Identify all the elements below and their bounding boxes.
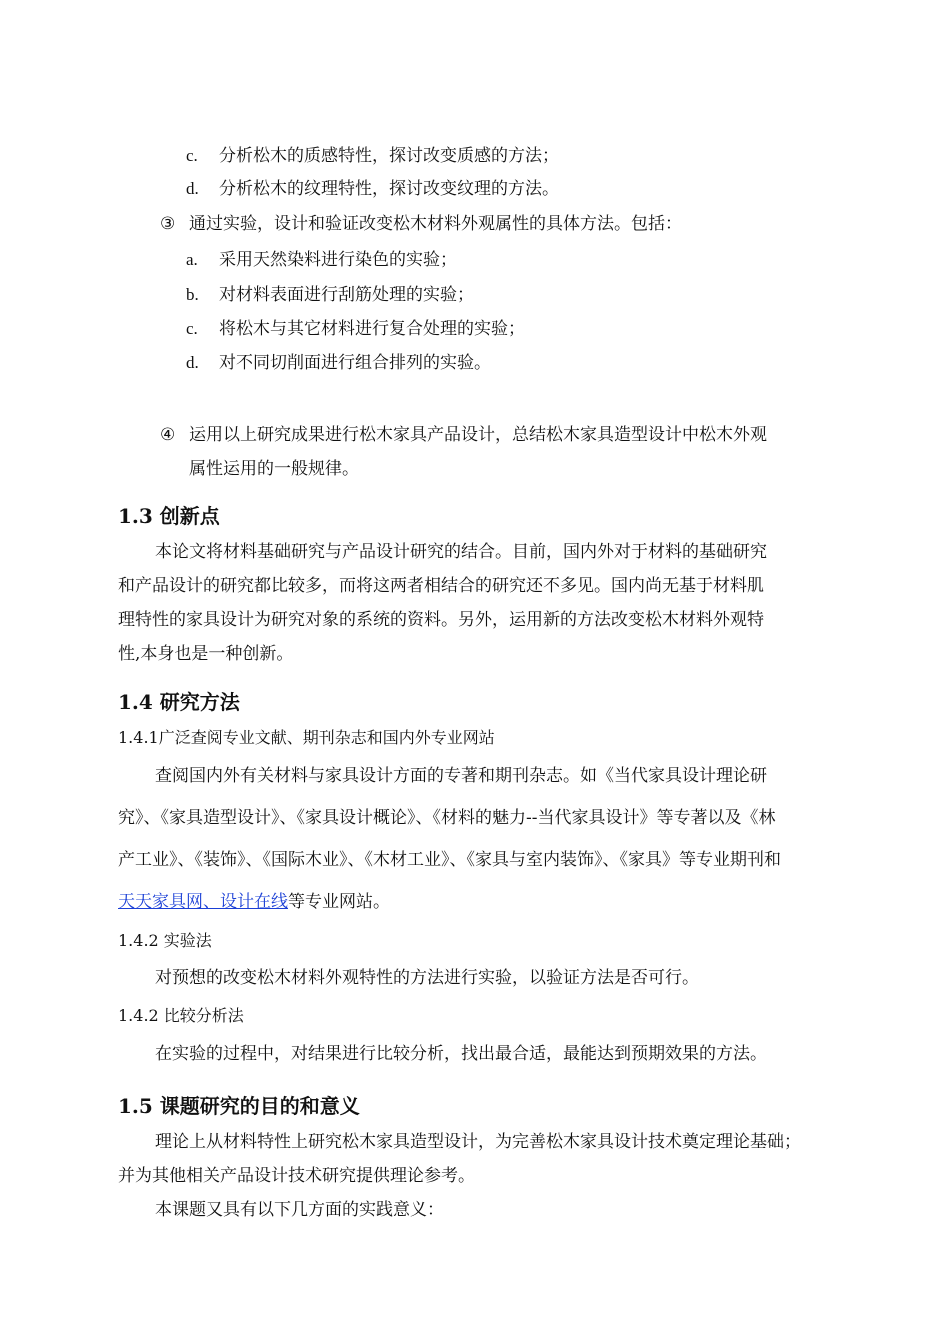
paragraph-line: 和产品设计的研究都比较多，而将这两者相结合的研究还不多见。国内尚无基于材料肌 xyxy=(118,576,764,596)
website-link[interactable]: 天天家具网、设计在线 xyxy=(118,892,288,912)
list-label: a. xyxy=(186,250,198,269)
paragraph-line: 产工业》、《装饰》、《国际木业》、《木材工业》、《家具与室内装饰》、《家具》等专业期刊和 xyxy=(118,850,781,870)
paragraph-line: 理特性的家具设计为研究对象的系统的资料。另外，运用新的方法改变松木材料外观特 xyxy=(118,610,764,630)
paragraph-line: 性,本身也是一种创新。 xyxy=(118,644,294,664)
paragraph-line: 查阅国内外有关材料与家具设计方面的专著和期刊杂志。如《当代家具设计理论研 xyxy=(155,766,767,786)
subsection-heading: 1.4.1广泛查阅专业文献、期刊杂志和国内外专业网站 xyxy=(118,728,495,747)
paragraph-line: 本论文将材料基础研究与产品设计研究的结合。目前，国内外对于材料的基础研究 xyxy=(155,542,767,562)
list-label: d. xyxy=(186,353,199,372)
section-heading: 1.3 创新点 xyxy=(118,504,220,528)
section-heading: 1.4 研究方法 xyxy=(118,690,240,714)
list-item: 运用以上研究成果进行松木家具产品设计，总结松木家具造型设计中松木外观 xyxy=(189,425,767,445)
list-item: 对材料表面进行刮筋处理的实验； xyxy=(219,285,474,305)
subsection-heading: 1.4.2 比较分析法 xyxy=(118,1006,244,1025)
subsection-heading: 1.4.2 实验法 xyxy=(118,931,212,950)
paragraph-tail: 等专业网站。 xyxy=(288,892,390,912)
list-label: ④ xyxy=(160,425,176,445)
paragraph-line xyxy=(118,890,390,914)
paragraph-line: 究》、《家具造型设计》、《家具设计概论》、《材料的魅力--当代家具设计》等专著以及《林 xyxy=(118,808,776,828)
list-item: 分析松木的质感特性，探讨改变质感的方法； xyxy=(219,146,559,166)
section-heading: 1.5 课题研究的目的和意义 xyxy=(118,1094,360,1118)
paragraph-line: 并为其他相关产品设计技术研究提供理论参考。 xyxy=(118,1166,475,1186)
list-label: b. xyxy=(186,285,199,304)
list-label: d. xyxy=(186,179,199,198)
paragraph-line: 在实验的过程中，对结果进行比较分析，找出最合适，最能达到预期效果的方法。 xyxy=(155,1044,767,1064)
list-item: 采用天然染料进行染色的实验； xyxy=(219,250,457,270)
list-item: 将松木与其它材料进行复合处理的实验； xyxy=(219,319,525,339)
list-label: ③ xyxy=(160,214,176,234)
list-item: 对不同切削面进行组合排列的实验。 xyxy=(219,353,491,373)
paragraph-line: 本课题又具有以下几方面的实践意义： xyxy=(155,1200,444,1220)
list-item-continued: 属性运用的一般规律。 xyxy=(189,459,359,479)
paragraph-line: 理论上从材料特性上研究松木家具造型设计，为完善松木家具设计技术奠定理论基础； xyxy=(155,1132,801,1152)
list-label: c. xyxy=(186,146,198,165)
paragraph-line: 对预想的改变松木材料外观特性的方法进行实验，以验证方法是否可行。 xyxy=(155,968,699,988)
list-item: 通过实验，设计和验证改变松木材料外观属性的具体方法。包括： xyxy=(189,214,682,234)
list-label: c. xyxy=(186,319,198,338)
list-item: 分析松木的纹理特性，探讨改变纹理的方法。 xyxy=(219,179,559,199)
